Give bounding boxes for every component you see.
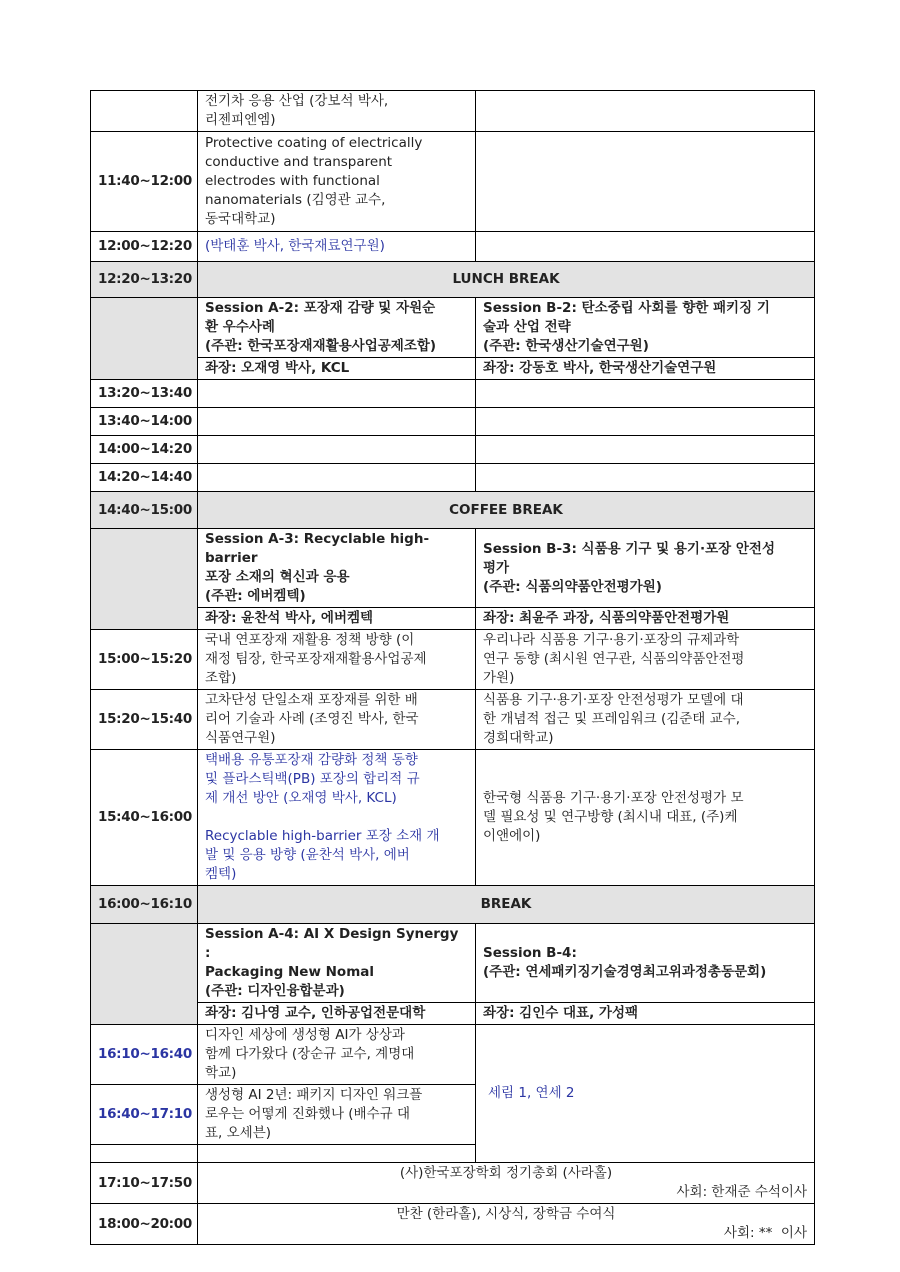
break-row [91,886,815,924]
table-row [91,1204,815,1245]
talk-line: 디자인 세상에 생성형 AI가 상상과 [205,1027,405,1043]
event-title: (사)한국포장학회 정기총회 (사라홀) [399,1165,613,1181]
break-label: BREAK [198,886,815,924]
time-cell: 14:40~15:00 [91,492,198,529]
empty-cell [476,464,815,492]
time-cell: 17:10~17:50 [91,1163,198,1204]
session-chair: 좌장: 오재영 박사, KCL [198,358,476,380]
session-b2-header [476,298,815,358]
talk-cell-b [476,750,815,886]
session-chair-row [91,608,815,630]
time-cell: 18:00~20:00 [91,1204,198,1245]
session-title: Session A-3: Recyclable high-barrier [205,531,430,566]
talk-line: conductive and transparent [205,154,393,170]
talk-line: 가원) [483,670,515,686]
talk-cell [198,1025,476,1085]
time-cell: 14:20~14:40 [91,464,198,492]
talk-line: 켐텍) [205,866,237,882]
session-host: (주관: 디자인융합분과) [205,983,345,999]
coffee-break-row [91,492,815,529]
talk-line: 연구 동향 (최시원 연구관, 식품의약품안전평 [483,651,745,667]
talk-line: nanomaterials (김영관 교수, [205,192,386,208]
table-row [91,132,815,232]
time-cell: 12:00~12:20 [91,232,198,262]
talk-line: Protective coating of electrically [205,135,423,151]
session-a4-header [198,924,476,1003]
table-row [91,464,815,492]
table-row [91,1025,815,1085]
session-title: 평가 [483,559,510,576]
session-header-row [91,298,815,358]
b4-content-text: 세림 1, 연세 2 [488,1085,575,1101]
talk-line: 학교) [205,1065,237,1081]
time-cell: 14:00~14:20 [91,436,198,464]
table-row [91,1163,815,1204]
event-host: 사회: 한재준 수석이사 [676,1184,807,1200]
talk-cell [198,1085,476,1145]
session-chair: 좌장: 강동호 박사, 한국생산기술연구원 [476,358,815,380]
empty-cell [198,380,476,408]
session-b4-content [476,1025,815,1163]
empty-cell [476,436,815,464]
table-row [91,380,815,408]
talk-line: 우리나라 식품용 기구·용기·포장의 규제과학 [483,632,740,648]
talk-line: 이앤에이) [483,828,541,844]
session-chair-row [91,358,815,380]
talk-line: 전기차 응용 산업 (강보석 박사, [205,93,389,109]
session-host: (주관: 에버켐텍) [205,588,306,604]
session-host: (주관: 한국생산기술연구원) [483,338,649,354]
session-title: 포장 소재의 혁신과 응용 [205,569,350,585]
empty-cell [91,1145,198,1163]
session-chair: 좌장: 김나영 교수, 인하공업전문대학 [198,1003,476,1025]
talk-line: 식품용 기구·용기·포장 안전성평가 모델에 대 [483,692,744,708]
table-row [91,91,815,132]
talk-line: 리젠피엔엠) [205,112,276,128]
time-cell: 13:40~14:00 [91,408,198,436]
talk-line: 식품연구원) [205,730,276,746]
session-a2-header [198,298,476,358]
time-cell: 11:40~12:00 [91,132,198,232]
time-cell: 12:20~13:20 [91,262,198,298]
table-row [91,690,815,750]
talk-line: 생성형 AI 2년: 패키지 디자인 워크플 [205,1087,423,1103]
session-title: Session A-4: AI X Design Synergy : [205,926,459,961]
session-host: (주관: 한국포장재재활용사업공제조합) [205,338,437,354]
event-host: 사회: ** 이사 [723,1225,807,1241]
time-cell: 15:20~15:40 [91,690,198,750]
time-cell [91,529,198,630]
session-chair: 좌장: 김인수 대표, 가성팩 [476,1003,815,1025]
talk-line: 한국형 식품용 기구·용기·포장 안전성평가 모 [483,790,744,806]
talk-line: electrodes with functional [205,173,380,189]
session-chair: 좌장: 윤찬석 박사, 에버켐텍 [198,608,476,630]
session-b3-header [476,529,815,608]
empty-cell [198,436,476,464]
session-host: (주관: 연세패키징기술경영최고위과정총동문회) [483,964,767,980]
talk-line: 조합) [205,670,237,686]
talk-cell [198,132,476,232]
empty-cell [198,464,476,492]
time-cell: 15:40~16:00 [91,750,198,886]
lunch-break-row [91,262,815,298]
time-cell: 16:10~16:40 [91,1025,198,1085]
talk-cell [198,750,476,886]
coffee-break-label: COFFEE BREAK [198,492,815,529]
session-title: 환 우수사례 [205,319,275,335]
schedule-table [90,90,815,1245]
spacer [205,808,468,827]
time-cell [91,298,198,380]
talk-line: 국내 연포장재 재활용 정책 방향 (이 [205,632,415,648]
table-row [91,750,815,886]
session-title: Session A-2: 포장재 감량 및 자원순 [205,300,436,316]
table-row [91,436,815,464]
time-cell: 13:20~13:40 [91,380,198,408]
table-row [91,630,815,690]
empty-cell [476,380,815,408]
time-cell [91,91,198,132]
talk-cell-b [476,630,815,690]
talk-cell [198,630,476,690]
lunch-break-label: LUNCH BREAK [198,262,815,298]
talk-line: 동국대학교) [205,211,276,227]
session-b4-header [476,924,815,1003]
table-row [91,408,815,436]
session-a3-header [198,529,476,608]
talk-line: 표, 오세븐) [205,1125,272,1141]
table-row [91,232,815,262]
talk-line: 한 개념적 접근 및 프레임워크 (김준태 교수, [483,711,741,727]
empty-cell [198,408,476,436]
talk-line: 고차단성 단일소재 포장재를 위한 배 [205,692,418,708]
talk-cell-b [476,690,815,750]
session-chair: 좌장: 최윤주 과장, 식품의약품안전평가원 [476,608,815,630]
session-header-row [91,924,815,1003]
session-title: Session B-4: [483,945,577,961]
talk-cell-b [476,232,815,262]
talk-cell [198,91,476,132]
event-title: 만찬 (한라홀), 시상식, 장학금 수여식 [396,1206,616,1222]
session-title: Session B-3: 식품용 기구 및 용기·포장 안전성 [483,540,776,557]
time-cell: 16:40~17:10 [91,1085,198,1145]
session-chair-row [91,1003,815,1025]
time-cell: 16:00~16:10 [91,886,198,924]
empty-cell [198,1145,476,1163]
talk-line: 택배용 유통포장재 감량화 정책 동향 [205,752,418,768]
talk-line: 재정 팀장, 한국포장재재활용사업공제 [205,651,427,667]
talk-line: Recyclable high-barrier 포장 소재 개 [205,828,440,844]
time-cell [91,924,198,1025]
time-cell: 15:00~15:20 [91,630,198,690]
session-host: (주관: 식품의약품안전평가원) [483,578,662,595]
session-header-row [91,529,815,608]
session-title: Session B-2: 탄소중립 사회를 향한 패키징 기 [483,300,770,316]
talk-cell-b [476,91,815,132]
talk-line: 로우는 어떻게 진화했나 (배수규 대 [205,1106,411,1122]
talk-line: 제 개선 방안 (오재영 박사, KCL) [205,790,397,806]
dinner-cell [198,1204,815,1245]
talk-line: 델 필요성 및 연구방향 (최시내 대표, (주)케 [483,809,738,825]
talk-cell: (박태훈 박사, 한국재료연구원) [198,232,476,262]
talk-line: 발 및 응용 방향 (윤찬석 박사, 에버 [205,847,410,863]
session-title: Packaging New Nomal [205,964,375,980]
talk-line: 및 플라스틱백(PB) 포장의 합리적 규 [205,771,420,787]
talk-line: 함께 다가왔다 (장순규 교수, 계명대 [205,1046,415,1062]
talk-cell-b [476,132,815,232]
session-title: 술과 산업 전략 [483,319,571,335]
empty-cell [476,408,815,436]
talk-line: 경희대학교) [483,730,554,746]
talk-cell [198,690,476,750]
general-meeting-cell [198,1163,815,1204]
talk-line: 리어 기술과 사례 (조영진 박사, 한국 [205,711,419,727]
